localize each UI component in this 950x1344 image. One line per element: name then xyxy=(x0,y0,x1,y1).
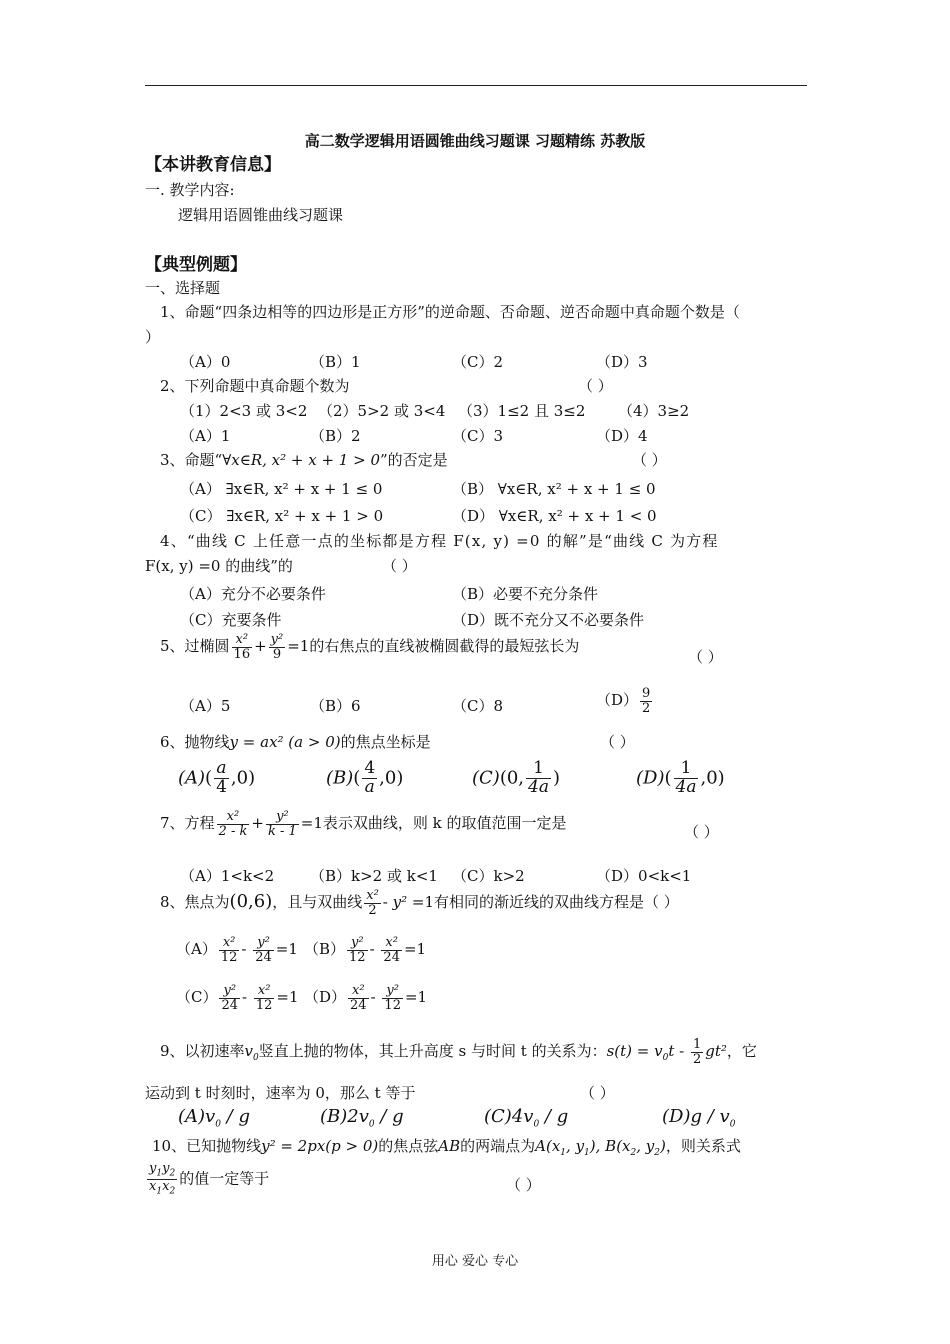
q4-option-a: （A）充分不必要条件 xyxy=(180,585,326,603)
q8-post: 有相同的渐近线的双曲线方程是（ ） xyxy=(434,893,679,912)
q7-frac-2: $\frac{\text{y²}}{k - 1}$ xyxy=(267,809,297,839)
q5-option-d xyxy=(596,687,654,715)
q2-item-3: （3）1≤2 且 3≤2 xyxy=(458,402,586,420)
q4-paren: （ ） xyxy=(382,557,417,575)
q10-stem: 10、已知抛物线y² = 2px(p > 0)的焦点弦AB的两端点为$A(x_1$, $y_1$), $B(x_2$, $y_2$)，则关系式 xyxy=(152,1137,741,1158)
q4-line1: 4、“曲线 C 上任意一点的坐标都是方程 F(x, y) =0 的解”是“曲线 C 为方程 xyxy=(160,532,719,550)
q8-option-b: （B） $\frac{\text{y²}}{12}$ - $\frac{\text{x²}}{24}$ =1 xyxy=(304,935,427,965)
q5-stem: 5、过椭圆 $\frac{\text{x²}}{16}$ + $\frac{\text{y²}}{9}$ =1的右焦点的直线被椭圆截得的最短弦长为 xyxy=(160,632,580,662)
q2-item-2: （2）5>2 或 3<4 xyxy=(318,402,446,420)
q4-line2: F(x, y) =0 的曲线”的 xyxy=(145,557,293,575)
q3-stem-post: ”的否定是 xyxy=(380,451,448,469)
q1-stem: 1、命题“四条边相等的四边形是正方形”的逆命题、否命题、逆否命题中真命题个数是（ xyxy=(160,303,740,321)
q5-post: 的右焦点的直线被椭圆截得的最短弦长为 xyxy=(309,637,580,656)
q5-option-c: （C）8 xyxy=(452,697,504,715)
q7-post: 表示双曲线，则 k 的取值范围一定是 xyxy=(322,814,567,833)
q9-option-a: $(A)v_0$ / g xyxy=(178,1106,250,1130)
header-rule xyxy=(145,85,807,86)
q1-stem-cont: ） xyxy=(145,328,161,346)
q6-option-c: (C)(0, $\frac{1}{4a}$ ) xyxy=(472,758,561,797)
q5-frac-y: $\frac{\text{y²}}{9}$ xyxy=(270,632,284,662)
q7-frac-1: $\frac{\text{x²}}{2 - k}$ xyxy=(218,809,248,839)
q8-option-a-label: （A） xyxy=(176,940,217,959)
q1-option-a: （A）0 xyxy=(180,353,231,371)
q7-option-d: （D）0<k<1 xyxy=(596,867,692,885)
q3-option-a: （A） ∃x∈R, x² + x + 1 ≤ 0 xyxy=(180,480,383,498)
q7-paren: （ ） xyxy=(684,823,719,841)
teaching-label: 一. 教学内容: xyxy=(145,181,235,199)
q9-frac: $\frac{1}{2}$ xyxy=(692,1037,702,1067)
q8-pre: 8、焦点为 xyxy=(160,893,230,912)
q8-option-b-label: （B） xyxy=(304,940,346,959)
q6-option-d: (D)( $\frac{1}{4a}$ ,0) xyxy=(636,758,725,797)
q6-formula: y = ax² (a > 0) xyxy=(229,733,341,751)
q2-option-c: （C）3 xyxy=(452,427,504,445)
q5-option-b: （B）6 xyxy=(310,697,361,715)
q4-option-b: （B）必要不充分条件 xyxy=(452,585,599,603)
q6-post: 的焦点坐标是 xyxy=(340,733,431,751)
q10-post: ，则关系式 xyxy=(665,1137,741,1155)
q5-paren: （ ） xyxy=(688,648,723,666)
q2-paren: （ ） xyxy=(578,377,613,395)
q9-line2: 运动到 t 时刻时，速率为 0，那么 t 等于 xyxy=(145,1084,416,1102)
q6-option-a: (A)( $\frac{a}{4}$ ,0) xyxy=(178,758,256,797)
q8-option-d-label: （D） xyxy=(304,988,347,1007)
q3-option-c: （C） ∃x∈R, x² + x + 1 > 0 xyxy=(180,507,384,525)
q2-option-d: （D）4 xyxy=(596,427,648,445)
q3-stem xyxy=(160,451,448,469)
q1-option-d: （D）3 xyxy=(596,353,648,371)
q2-item-1: （1）2<3 或 3<2 xyxy=(180,402,308,420)
q8-stem: 8、焦点为(0,6)，且与双曲线 $\frac{\text{x²}}{2}$ - y² =1有相同的渐近线的双曲线方程是（ ） xyxy=(160,888,679,918)
q9-stem: 9、以初速率$v_0$竖直上抛的物体，其上升高度 s 与时间 t 的关系为：$s(t) = v_0t$ - $\frac{1}{2}$ gt²，它 xyxy=(160,1037,757,1067)
q5-frac-d: $\frac{9}{2}$ xyxy=(642,686,651,716)
q5-frac-x: $\frac{\text{x²}}{16}$ xyxy=(233,632,251,662)
section-heading-examples: 【典型例题】 xyxy=(145,255,247,275)
q5-option-a: （A）5 xyxy=(180,697,231,715)
section-heading-info: 【本讲教育信息】 xyxy=(145,155,281,175)
q6-paren: （ ） xyxy=(600,733,635,751)
q10-paren: （ ） xyxy=(506,1176,541,1194)
q4-option-d: （D）既不充分又不必要条件 xyxy=(452,611,645,629)
q7-pre: 7、方程 xyxy=(160,814,215,833)
q10-mid: 的焦点弦 xyxy=(378,1137,439,1155)
q8-option-c: （C） $\frac{\text{y²}}{24}$ - $\frac{\text{x²}}{12}$ =1 xyxy=(176,983,299,1013)
q3-option-b: （B） ∀x∈R, x² + x + 1 ≤ 0 xyxy=(452,480,656,498)
q2-item-4: （4）3≥2 xyxy=(618,402,690,420)
q5-option-d-label: （D） xyxy=(596,691,639,710)
q8-option-c-label: （C） xyxy=(176,988,218,1007)
q2-stem: 2、下列命题中真命题个数为 xyxy=(160,377,350,395)
q9-option-d: $(D)g / v_0$ xyxy=(662,1106,736,1130)
q7-stem: 7、方程 $\frac{\text{x²}}{2 - k}$ + $\frac{\text{y²}}{k - 1}$ =1表示双曲线，则 k 的取值范围一定是 xyxy=(160,809,567,839)
q9-option-c: $(C)4v_0$ / g xyxy=(484,1106,569,1130)
q3-formula: ∀x∈R, x² + x + 1 > 0 xyxy=(222,451,380,469)
q6-stem xyxy=(160,733,431,751)
q7-option-a: （A）1<k<2 xyxy=(180,867,275,885)
q3-option-d: （D） ∀x∈R, x² + x + 1 < 0 xyxy=(452,507,657,525)
q10-frac: $\frac{y_1y_2}{x_1x_2}$ xyxy=(149,1161,176,1197)
q8-option-d: （D） $\frac{\text{x²}}{24}$ - $\frac{\text{y²}}{12}$ =1 xyxy=(304,983,428,1013)
q3-paren: （ ） xyxy=(632,451,667,469)
q1-option-c: （C）2 xyxy=(452,353,504,371)
q8-point: (0,6) xyxy=(229,891,273,913)
q9-post: ，它 xyxy=(726,1042,757,1061)
document-title: 高二数学逻辑用语圆锥曲线习题课 习题精练 苏教版 xyxy=(304,132,646,150)
q1-option-b: （B）1 xyxy=(310,353,361,371)
q3-stem-pre: 3、命题“ xyxy=(160,451,223,469)
q5-pre: 5、过椭圆 xyxy=(160,637,230,656)
page-footer: 用心 爱心 专心 xyxy=(431,1254,519,1269)
q8-frac: $\frac{\text{x²}}{2}$ xyxy=(366,888,379,918)
q10-mid2: 的两端点为 xyxy=(460,1137,536,1155)
q4-option-c: （C）充要条件 xyxy=(180,611,282,629)
q8-option-a: （A） $\frac{\text{x²}}{12}$ - $\frac{\text{y²}}{24}$ =1 xyxy=(176,935,298,965)
q10-line2 xyxy=(145,1162,269,1197)
q10-line2-text: 的值一定等于 xyxy=(179,1169,270,1188)
q9-paren: （ ） xyxy=(580,1084,615,1102)
q9-mid: 竖直上抛的物体，其上升高度 s 与时间 t 的关系为： xyxy=(258,1042,607,1061)
teaching-content: 逻辑用语圆锥曲线习题课 xyxy=(178,206,344,224)
q7-option-c: （C）k>2 xyxy=(452,867,525,885)
q2-option-b: （B）2 xyxy=(310,427,361,445)
q7-option-b: （B）k>2 或 k<1 xyxy=(310,867,438,885)
q6-pre: 6、抛物线 xyxy=(160,733,230,751)
q6-option-b: (B)( $\frac{4}{a}$ ,0) xyxy=(326,758,404,797)
q9-pre: 9、以初速率 xyxy=(160,1042,245,1061)
part-label-choice: 一、选择题 xyxy=(145,279,221,297)
q10-pre: 10、已知抛物线 xyxy=(152,1137,262,1155)
q2-option-a: （A）1 xyxy=(180,427,231,445)
q8-mid: ，且与双曲线 xyxy=(272,893,363,912)
q9-option-b: $(B)2v_0$ / g xyxy=(320,1106,404,1130)
